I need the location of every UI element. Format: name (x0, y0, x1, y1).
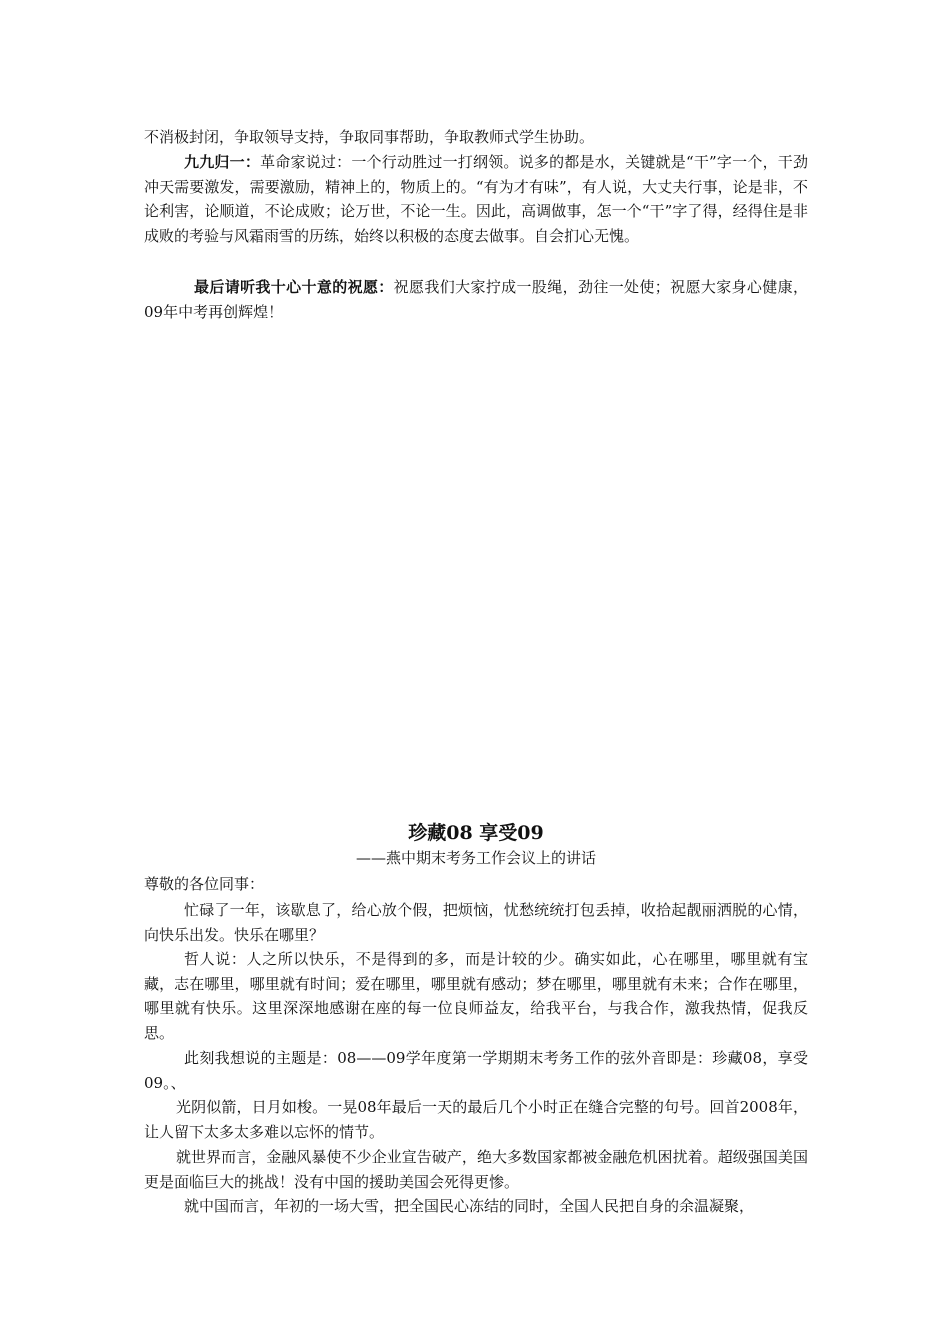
paragraph-philosopher: 哲人说：人之所以快乐，不是得到的多，而是计较的少。确实如此，心在哪里，哪里就有宝藏，志在哪里，哪里就有时间；爱在哪里，哪里就有感动；梦在哪里，哪里就有未来；合作在哪里，哪里就有快乐。这里深深地感谢在座的每一位良师益友，给我平台，与我合作，激我热情，促我反思。 (144, 950, 808, 1042)
paragraph-theme: 此刻我想说的主题是：08——09学年度第一学期期末考务工作的弦外音即是：珍藏08，享受09。、 (144, 1049, 808, 1092)
paragraph-label: 最后请听我十心十意的祝愿： (194, 278, 394, 296)
paragraph-time: 光阴似箭，日月如梭。一晃08年最后一天的最后几个小时正在缝合完整的句号。回首2008年，让人留下太多太多难以忘怀的情节。 (144, 1098, 808, 1141)
paragraph-world: 就世界而言，金融风暴使不少企业宣告破产，绝大多数国家都被金融危机困扰着。超级强国美国更是面临巨大的挑战！没有中国的援助美国会死得更惨。 (144, 1148, 808, 1191)
paragraph-label: 九九归一： (184, 153, 261, 171)
paragraph-jiujiu (144, 150, 808, 248)
salutation: 尊敬的各位同事： (144, 875, 265, 893)
speech-subtitle: ——燕中期末考务工作会议上的讲话 (355, 849, 596, 867)
paragraph-wishes (144, 275, 808, 324)
paragraph-continuation: 不消极封闭，争取领导支持，争取同事帮助，争取教师式学生协助。 (144, 128, 595, 146)
paragraph-china: 就中国而言，年初的一场大雪，把全国民心冻结的同时，全国人民把自身的余温凝聚， (184, 1197, 755, 1215)
speech-title: 珍藏08 享受09 (408, 822, 544, 844)
paragraph-text: 祝愿我们大家拧成一股绳，劲往一处使；祝愿大家身心健康，09年中考再创辉煌！ (144, 278, 808, 321)
paragraph-text: 革命家说过：一个行动胜过一打纲领。说多的都是水，关键就是“干”字一个，干劲冲天需要激发，需要激励，精神上的，物质上的。“有为才有味”，有人说，大丈夫行事，论是非，不论利害，论顺道，不论成败；论万世，不论一生。因此，高调做事，怎一个“干”字了得，经得住是非成败的考验与风霜雨雪的历练，始终以积极的态度去做事。自会扪心无愧。 (144, 153, 808, 245)
paragraph-happiness: 忙碌了一年，该歇息了，给心放个假，把烦恼，忧愁统统打包丢掉，收拾起靓丽洒脱的心情，向快乐出发。快乐在哪里？ (144, 901, 808, 944)
